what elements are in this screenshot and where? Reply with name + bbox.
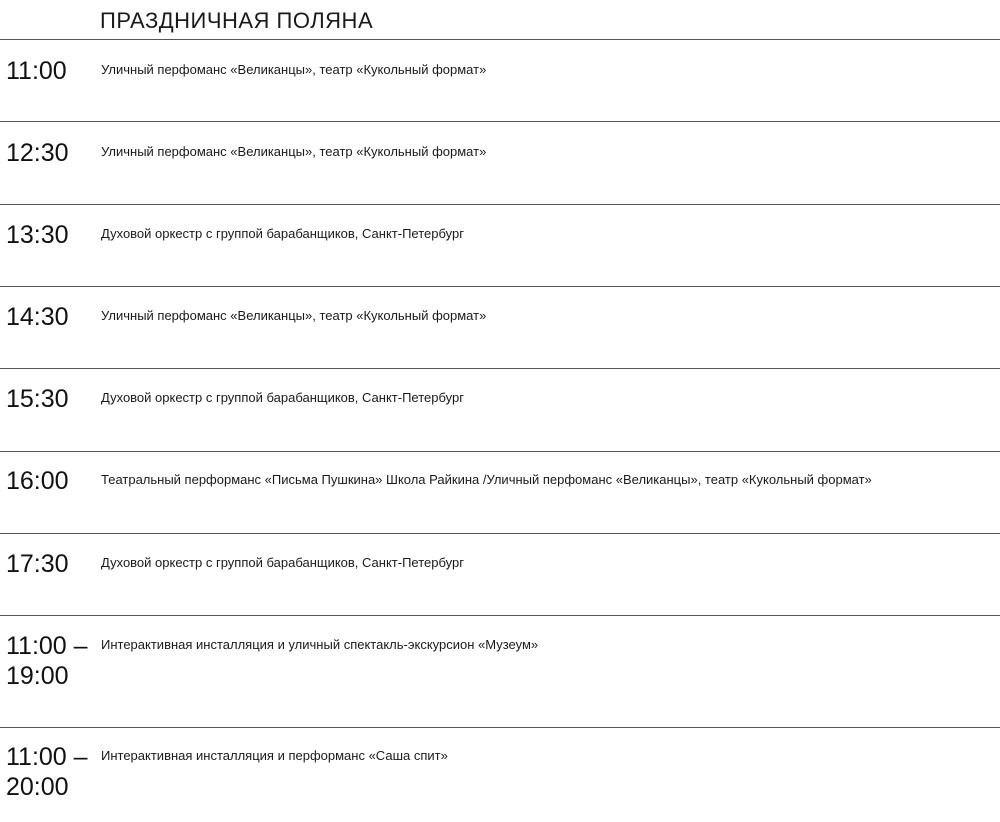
- event-description: Уличный перфоманс «Великанцы», театр «Кукольный формат»: [101, 62, 487, 77]
- divider: [0, 727, 1000, 728]
- divider: [0, 451, 1000, 452]
- page-title: ПРАЗДНИЧНАЯ ПОЛЯНА: [100, 8, 374, 33]
- event-description: Духовой оркестр с группой барабанщиков, Санкт-Петербург: [101, 555, 464, 570]
- divider: [0, 615, 1000, 616]
- event-time: 12:30: [6, 139, 69, 167]
- divider: [0, 121, 1000, 122]
- event-description: Духовой оркестр с группой барабанщиков, Санкт-Петербург: [101, 226, 464, 241]
- event-description: Интерактивная инсталляция и перформанс «Саша спит»: [101, 748, 448, 763]
- event-description: Уличный перфоманс «Великанцы», театр «Кукольный формат»: [101, 144, 487, 159]
- event-time: 15:30: [6, 385, 69, 413]
- divider: [0, 39, 1000, 40]
- event-time-start: 11:00 –: [6, 632, 88, 660]
- event-description: Интерактивная инсталляция и уличный спектакль-экскурсион «Музеум»: [101, 637, 539, 652]
- event-time: 14:30: [6, 303, 69, 331]
- event-time-end: 20:00: [6, 773, 69, 801]
- divider: [0, 533, 1000, 534]
- divider: [0, 368, 1000, 369]
- event-time: 16:00: [6, 467, 69, 495]
- event-time-end: 19:00: [6, 662, 69, 690]
- event-description: Духовой оркестр с группой барабанщиков, Санкт-Петербург: [101, 390, 464, 405]
- divider: [0, 204, 1000, 205]
- event-description: Театральный перформанс «Письма Пушкина» Школа Райкина /Уличный перфоманс «Великанцы», театр «Кукольный формат»: [101, 472, 872, 487]
- event-description: Уличный перфоманс «Великанцы», театр «Кукольный формат»: [101, 308, 487, 323]
- event-time: 11:00: [6, 57, 67, 85]
- divider: [0, 286, 1000, 287]
- event-time-start: 11:00 –: [6, 743, 88, 771]
- event-time: 17:30: [6, 550, 69, 578]
- event-time: 13:30: [6, 221, 69, 249]
